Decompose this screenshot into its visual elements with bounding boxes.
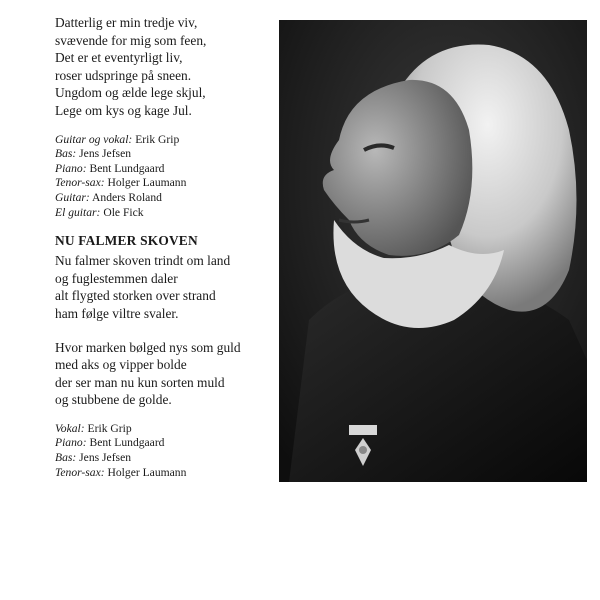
verse-line: svævende for mig som feen,	[55, 32, 207, 48]
credit-role: Guitar:	[55, 190, 90, 204]
credit-role: El guitar:	[55, 205, 101, 219]
verse-line: og stubbene de golde.	[55, 392, 172, 408]
song-verse-2	[55, 339, 275, 409]
portrait-photo	[279, 20, 587, 482]
verse-line: Hvor marken bølged nys som guld	[55, 339, 241, 355]
verse-line: alt flygted storken over strand	[55, 288, 216, 304]
portrait-illustration	[279, 20, 587, 482]
credit-role: Tenor-sax:	[55, 176, 105, 190]
verse-line: Datterlig er min tredje viv,	[55, 15, 198, 30]
verse-line: Nu falmer skoven trindt om land	[55, 253, 231, 269]
credit-role: Piano:	[55, 161, 87, 175]
credit-name: Jens Jefsen	[79, 451, 132, 465]
verse-line: ham følge viltre svaler.	[55, 305, 179, 321]
credit-name: Erik Grip	[87, 421, 132, 435]
credit-role: Bas:	[55, 147, 77, 161]
song-title: NU FALMER SKOVEN	[55, 233, 198, 249]
credit-role: Bas:	[55, 451, 77, 465]
credit-name: Bent Lundgaard	[89, 436, 165, 450]
credit-role: Vokal:	[55, 421, 85, 435]
credits-bottom	[55, 422, 275, 480]
verse-line: Det er et eventyrligt liv,	[55, 50, 183, 66]
verse-line: roser udspringe på sneen.	[55, 67, 192, 83]
credit-row	[55, 191, 275, 206]
credit-role: Piano:	[55, 436, 87, 450]
credit-row	[55, 451, 275, 466]
verse-line: der ser man nu kun sorten muld	[55, 374, 225, 390]
credit-role: Tenor-sax:	[55, 465, 105, 479]
credit-name: Ole Fick	[103, 205, 144, 219]
credit-role: Guitar og vokal:	[55, 132, 133, 146]
credit-row	[55, 206, 275, 221]
song-verse-1	[55, 252, 275, 322]
credit-row	[55, 466, 275, 481]
credit-name: Erik Grip	[135, 132, 180, 146]
verse-top	[55, 14, 275, 120]
credit-row	[55, 133, 275, 148]
credit-name: Holger Laumann	[107, 176, 187, 190]
credit-name: Jens Jefsen	[79, 147, 132, 161]
verse-line: Lege om kys og kage Jul.	[55, 102, 192, 118]
credit-row	[55, 162, 275, 177]
credit-row	[55, 176, 275, 191]
verse-line: og fuglestemmen daler	[55, 270, 178, 286]
credit-name: Bent Lundgaard	[89, 161, 165, 175]
credit-row	[55, 147, 275, 162]
credit-name: Holger Laumann	[107, 465, 187, 479]
credit-name: Anders Roland	[92, 190, 162, 204]
credit-row	[55, 422, 275, 437]
credit-row	[55, 436, 275, 451]
text-column	[55, 14, 275, 480]
credits-top	[55, 133, 275, 221]
verse-line: Ungdom og ælde lege skjul,	[55, 85, 206, 101]
verse-line: med aks og vipper bolde	[55, 357, 187, 373]
